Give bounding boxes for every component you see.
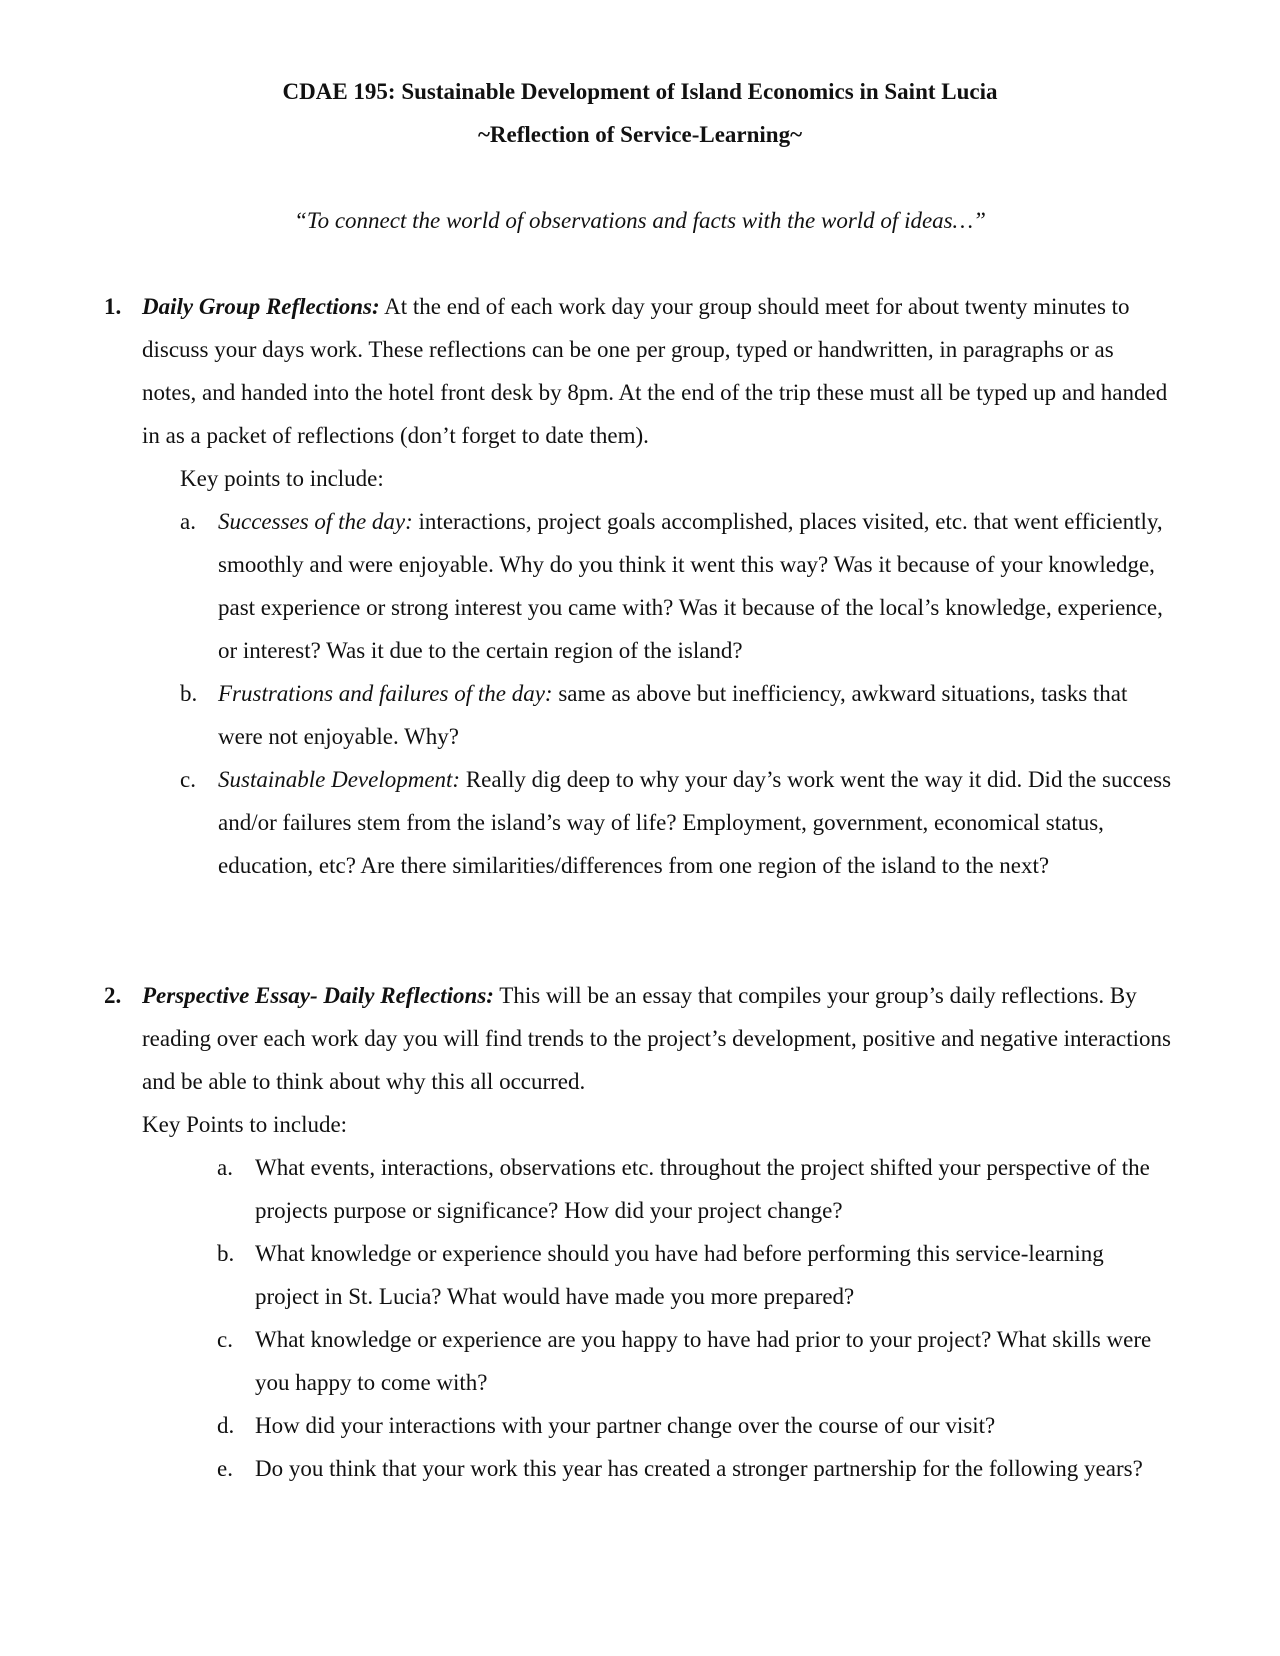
item-text: What knowledge or experience should you have had before performing this service-learning project in St. Lucia? What would have made you more prepared? (255, 1241, 1104, 1309)
section-heading: Daily Group Reflections: (142, 294, 380, 319)
list-item (217, 1146, 1172, 1232)
list-marker: b. (180, 681, 198, 706)
key-points-list (180, 500, 1172, 887)
item-text: interactions, project goals accomplished, places visited, etc. that went efficiently, smoothly and were enjoyable. Why do you think it went this way? Was it because of your knowledge, past experience or strong interest you came with? Was it because of the local’s knowledge, experience, or interest? Was it due to the certain region of the island? (218, 509, 1163, 663)
list-marker: c. (217, 1327, 233, 1352)
key-points-list (217, 1146, 1172, 1490)
item-text: What knowledge or experience are you happy to have had prior to your project? What skills were you happy to come with? (255, 1327, 1152, 1395)
section-paragraph (142, 974, 1172, 1103)
list-marker: b. (217, 1241, 235, 1266)
item-text: Do you think that your work this year has created a stronger partnership for the following years? (255, 1456, 1143, 1481)
list-marker: c. (180, 767, 196, 792)
section-paragraph (142, 285, 1172, 457)
item-text: same as above but inefficiency, awkward situations, tasks that were not enjoyable. Why? (218, 681, 1128, 749)
key-points-label: Key points to include: (180, 466, 384, 491)
item-text: How did your interactions with your partner change over the course of our visit? (255, 1413, 996, 1438)
section-perspective-essay (104, 974, 1172, 1490)
section-daily-group-reflections (104, 285, 1172, 887)
epigraph-quote: “To connect the world of observations and facts with the world of ideas…” (294, 208, 986, 233)
list-marker: a. (180, 509, 196, 534)
key-points-label: Key Points to include: (142, 1112, 348, 1137)
document-subtitle: ~Reflection of Service-Learning~ (477, 122, 803, 147)
list-item (180, 758, 1172, 887)
item-text: Really dig deep to why your day’s work went the way it did. Did the success and/or failures stem from the island’s way of life? Employment, government, economical status, education, etc? Are there similarities/differences from one region of the island to the next? (218, 767, 1172, 878)
list-marker: e. (217, 1456, 233, 1481)
item-lead: Successes of the day: (218, 509, 413, 534)
item-text: What events, interactions, observations etc. throughout the project shifted your perspective of the projects purpose or significance? How did your project change? (255, 1155, 1150, 1223)
list-marker: d. (217, 1413, 235, 1438)
list-item (217, 1232, 1172, 1318)
list-item (180, 672, 1172, 758)
section-number: 2. (104, 983, 122, 1008)
section-body: At the end of each work day your group should meet for about twenty minutes to discuss your days work. These reflections can be one per group, typed or handwritten, in paragraphs or as notes, and handed into the hotel front desk by 8pm. At the end of the trip these must all be typed up and handed in as a packet of reflections (don’t forget to date them). (142, 294, 1168, 448)
list-item (217, 1318, 1172, 1404)
item-lead: Frustrations and failures of the day: (218, 681, 553, 706)
list-item (180, 500, 1172, 672)
list-item (217, 1404, 1172, 1447)
section-heading: Perspective Essay- Daily Reflections: (142, 983, 494, 1008)
section-body: This will be an essay that compiles your group’s daily reflections. By reading over each work day you will find trends to the project’s development, positive and negative interactions and be able to think about why this all occurred. (142, 983, 1171, 1094)
document-title: CDAE 195: Sustainable Development of Island Economics in Saint Lucia (282, 79, 998, 104)
list-marker: a. (217, 1155, 233, 1180)
section-number: 1. (104, 294, 122, 319)
list-item (217, 1447, 1172, 1490)
item-lead: Sustainable Development: (218, 767, 461, 792)
